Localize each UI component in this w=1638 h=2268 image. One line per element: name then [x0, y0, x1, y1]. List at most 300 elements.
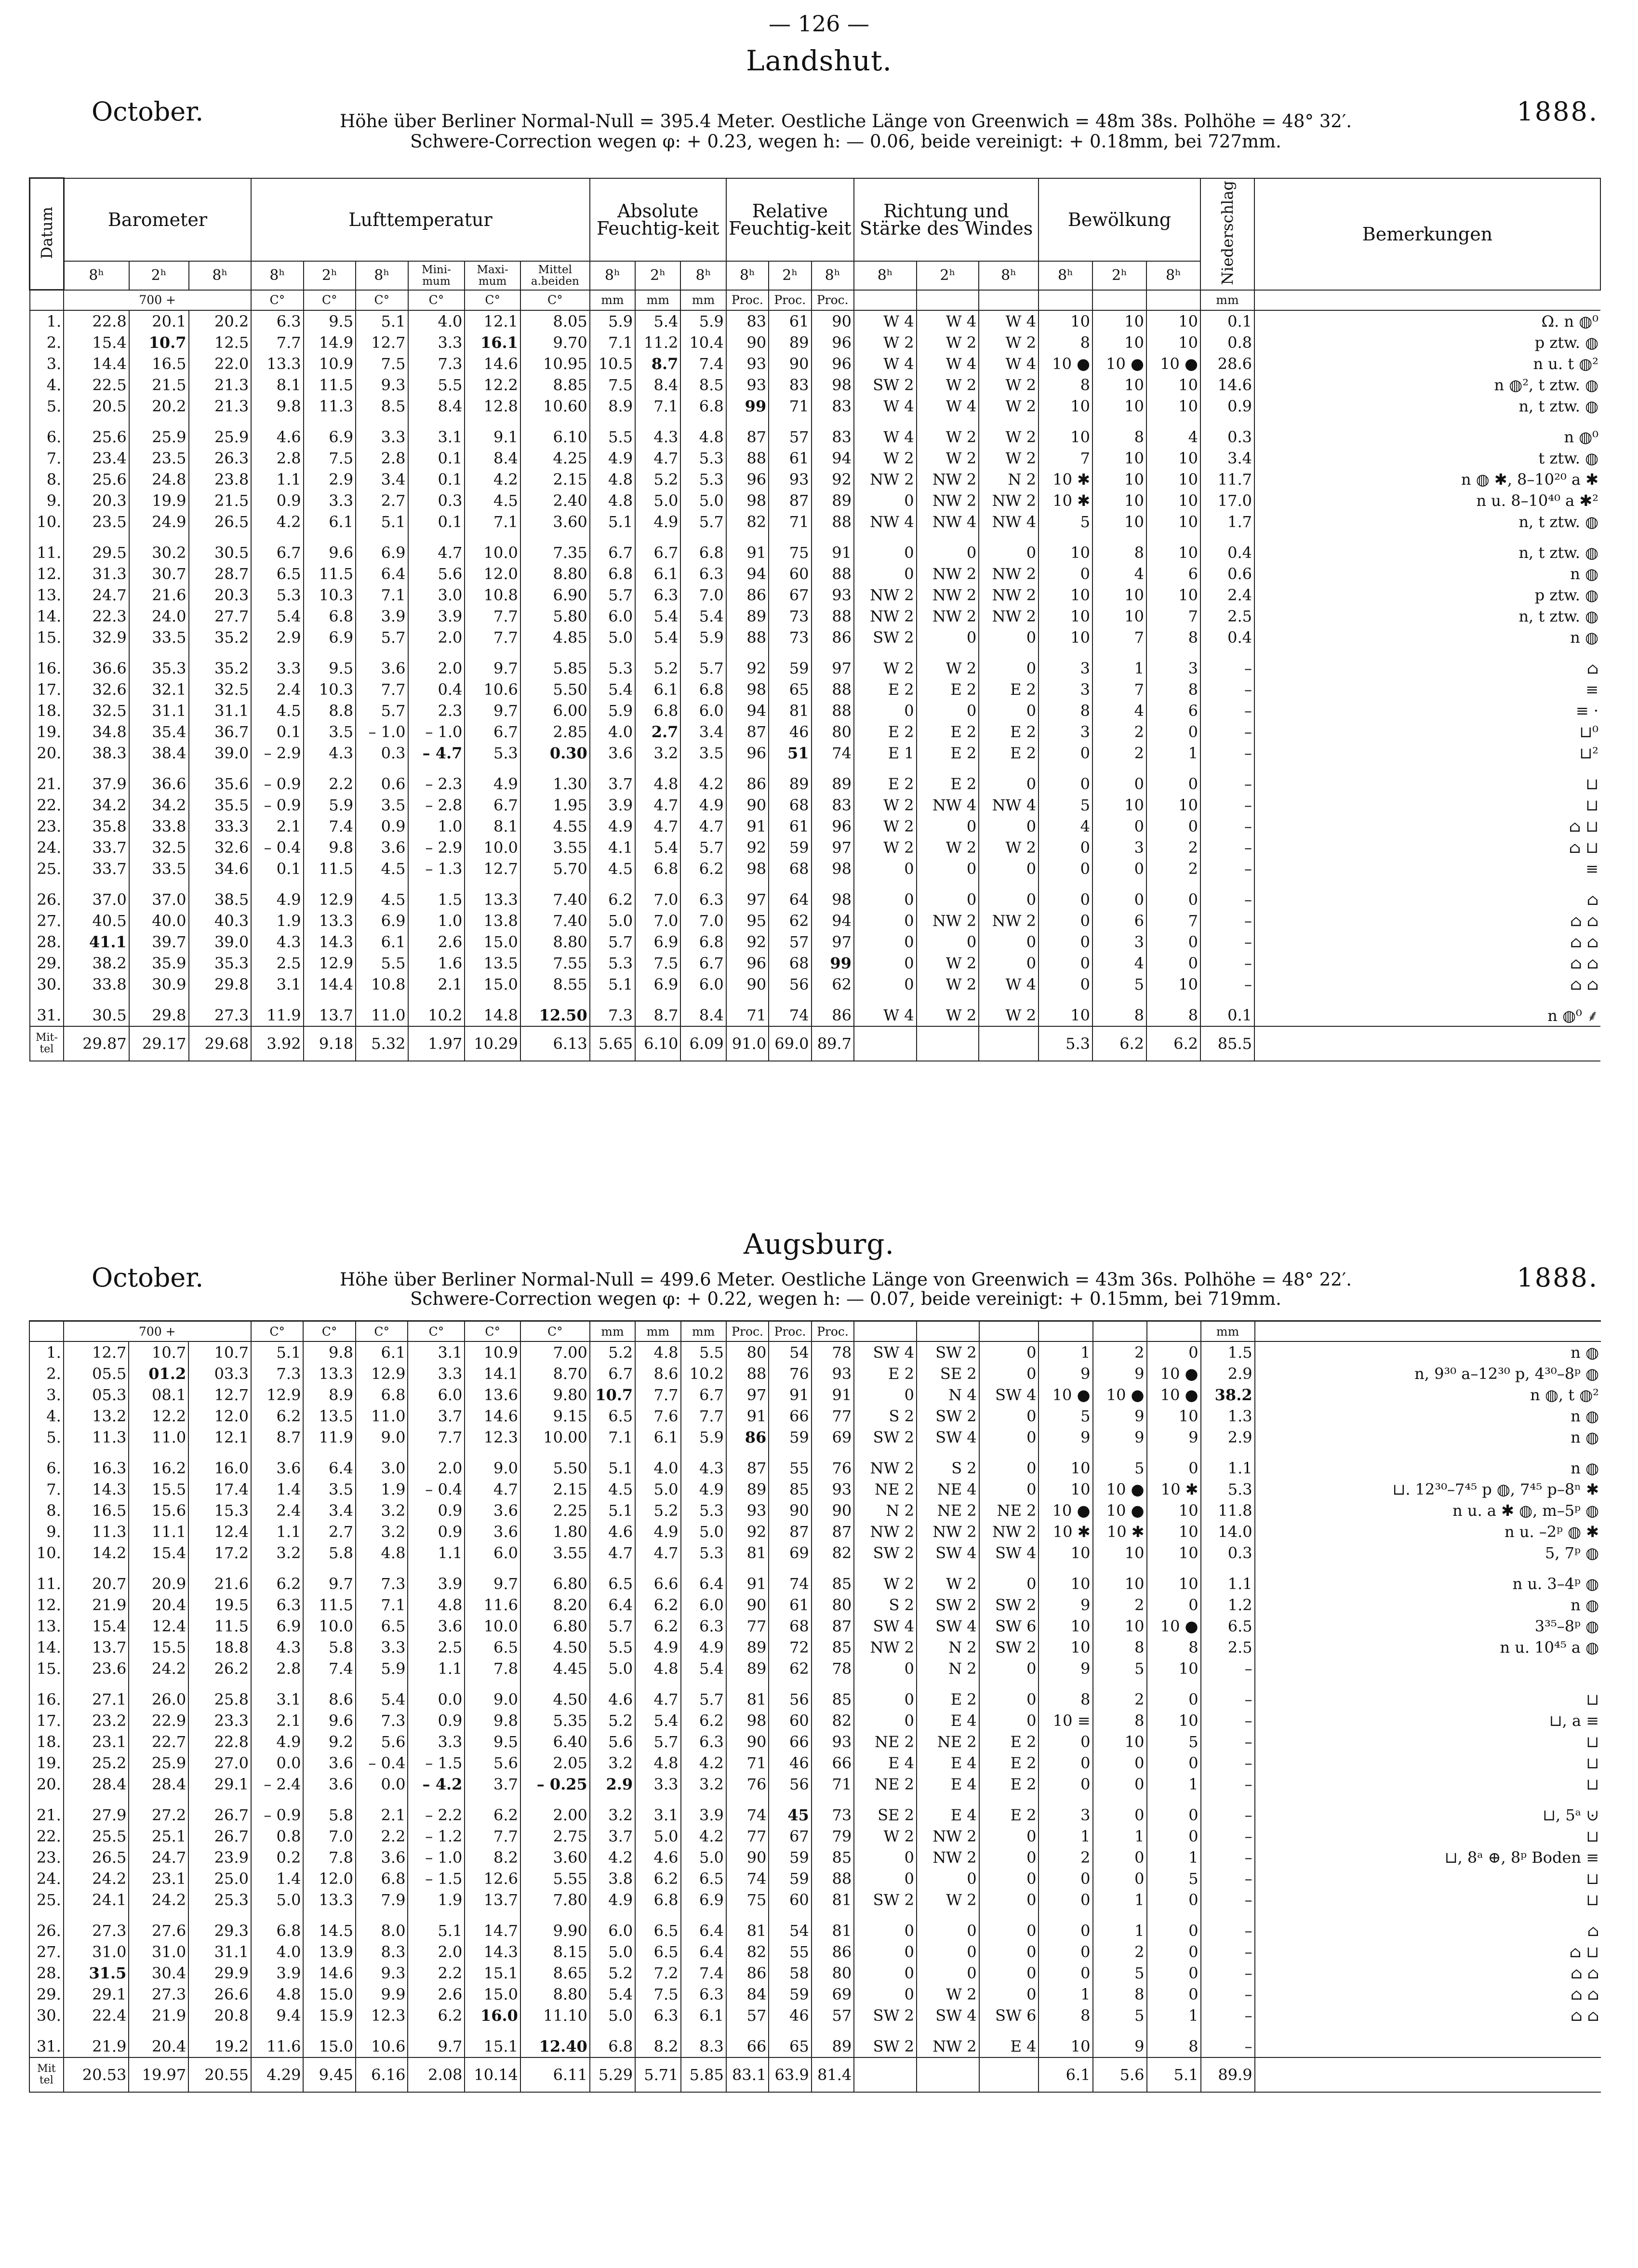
rel-8h-cell: 80 — [726, 1341, 769, 1363]
mean-temp-min-cell: 1.97 — [408, 1026, 465, 1061]
temp-8h-cell: 7.7 — [251, 332, 303, 353]
spacer-cell — [303, 1910, 356, 1920]
table-row — [30, 627, 1601, 648]
wind-8h-eve-cell: 0 — [979, 1427, 1039, 1448]
wind-2h-cell: SW 4 — [917, 1616, 979, 1637]
wind-2h-cell: SW 2 — [917, 1406, 979, 1427]
temp-min-cell: 2.3 — [408, 700, 465, 721]
mean-temp-8h-cell: 3.92 — [251, 1026, 303, 1061]
temp-8h-eve-cell: 9.3 — [356, 1963, 408, 1984]
rel-8h-eve-cell: 89 — [812, 2036, 854, 2057]
temp-2h-cell: 11.5 — [303, 1594, 356, 1616]
baro-8h-cell: 13.7 — [64, 1637, 129, 1658]
temp-mean-cell: 8.80 — [520, 563, 590, 584]
spacer-cell — [520, 1448, 590, 1458]
baro-2h-cell: 38.4 — [129, 743, 189, 764]
cloud-8h-eve-cell: 0 — [1147, 1341, 1201, 1363]
spacer-cell — [64, 648, 129, 658]
spacer-cell — [769, 1679, 811, 1689]
temp-8h-cell: 0.8 — [251, 1826, 304, 1847]
wind-8h-cell: W 2 — [854, 837, 917, 858]
abs-2h-cell: 8.7 — [635, 353, 680, 374]
cloud-8h-cell: 10 ✱ — [1039, 1521, 1092, 1542]
abs-2h-cell: 6.2 — [635, 1868, 680, 1889]
rel-8h-eve-cell: 92 — [812, 469, 854, 490]
temp-mean-cell: 12.40 — [520, 2036, 590, 2057]
rel-8h-eve-cell: 98 — [812, 858, 854, 879]
cloud-8h-cell: 7 — [1039, 448, 1092, 469]
temp-8h-cell: 1.1 — [251, 1521, 304, 1542]
wind-2h-cell: N 4 — [917, 1384, 979, 1406]
wind-8h-cell: N 2 — [854, 1500, 917, 1521]
spacer-cell — [1092, 995, 1146, 1005]
wind-8h-eve-cell: 0 — [979, 1363, 1039, 1384]
cloud-8h-cell: 0 — [1039, 563, 1092, 584]
temp-mean-cell: 7.40 — [520, 889, 590, 910]
spacer-cell — [465, 648, 520, 658]
temp-max-cell: 3.6 — [465, 1500, 520, 1521]
rel-8h-eve-cell: 94 — [812, 910, 854, 931]
baro-8h-cell: 23.1 — [64, 1731, 129, 1752]
rel-8h-eve-cell: 93 — [812, 1363, 854, 1384]
spacer-cell — [304, 417, 356, 426]
wind-8h-eve-cell: 0 — [979, 1658, 1039, 1679]
temp-8h-eve-cell: 5.7 — [356, 627, 408, 648]
baro-8h-cell: 23.4 — [64, 448, 129, 469]
spacer-cell — [681, 2026, 726, 2036]
abs-8h-cell: 5.0 — [590, 627, 635, 648]
temp-8h-eve-cell: 10.6 — [356, 2036, 408, 2057]
temp-max-cell: 13.3 — [465, 889, 520, 910]
wind-8h-eve-cell: E 2 — [979, 1752, 1039, 1774]
temp-8h-eve-cell: 4.5 — [356, 889, 408, 910]
wind-8h-eve-cell: E 2 — [979, 743, 1039, 764]
h2: 2ʰ — [635, 261, 680, 290]
abs-8h-eve-cell: 4.2 — [680, 773, 726, 795]
abs-2h-cell: 7.6 — [635, 1406, 680, 1427]
temp-mean-cell: 5.50 — [520, 679, 590, 700]
wind-8h-cell: 0 — [854, 1710, 917, 1731]
temp-max-cell: 10.0 — [465, 542, 520, 563]
baro-8h-eve-cell: 21.5 — [189, 490, 252, 511]
temp-8h-cell: 2.4 — [251, 1500, 304, 1521]
month-label: October. — [92, 96, 204, 127]
temp-8h-eve-cell: 6.8 — [356, 1868, 408, 1889]
spacer-cell — [356, 1448, 408, 1458]
rel-8h-eve-cell: 78 — [812, 1658, 854, 1679]
abs-2h-cell: 6.2 — [635, 1616, 680, 1637]
rel-8h-cell: 92 — [726, 931, 769, 953]
baro-8h-cell: 31.0 — [64, 1941, 129, 1963]
mean-baro-2h-cell: 29.17 — [129, 1026, 189, 1061]
abs-8h-cell: 5.9 — [590, 310, 635, 332]
cloud-8h-cell: 0 — [1039, 889, 1092, 910]
baro-unit: 700 + — [64, 1321, 251, 1342]
temp-max-cell: 13.5 — [465, 953, 520, 974]
spacer-cell — [726, 1679, 769, 1689]
wind-2h-cell: W 4 — [917, 310, 979, 332]
rel-2h-cell: 83 — [769, 374, 811, 396]
temp-min-cell: 1.5 — [408, 889, 465, 910]
cloud-2h-cell: 0 — [1093, 1752, 1147, 1774]
mean-row — [29, 2057, 1601, 2092]
spacer-cell — [303, 1564, 356, 1573]
wind-8h-cell: SE 2 — [854, 1804, 917, 1826]
table-row — [29, 1427, 1601, 1448]
baro-8h-eve-cell: 11.5 — [188, 1616, 251, 1637]
wind-8h-cell: S 2 — [854, 1406, 917, 1427]
mean-baro-8h-cell: 29.87 — [64, 1026, 129, 1061]
abs-8h-cell: 7.1 — [590, 1427, 635, 1448]
day-cell: 18. — [29, 1731, 64, 1752]
temp-8h-cell: 3.3 — [251, 658, 303, 679]
temp-8h-eve-cell: 6.9 — [356, 910, 408, 931]
rel-8h-cell: 88 — [726, 627, 769, 648]
spacer-cell — [635, 764, 680, 773]
cloud-8h-cell: 10 — [1039, 1479, 1092, 1500]
temp-max-cell: 12.2 — [465, 374, 520, 396]
rel-2h-cell: 71 — [769, 511, 811, 532]
abs-2h-cell: 3.2 — [635, 743, 680, 764]
abs-8h-eve-cell: 5.3 — [680, 448, 726, 469]
temp-mean-cell: 11.10 — [520, 2005, 590, 2026]
temp-8h-cell: 3.9 — [251, 1963, 304, 1984]
spacer-cell — [979, 1448, 1039, 1458]
spacer-cell — [251, 1679, 304, 1689]
unit-cell — [1092, 290, 1146, 311]
baro-8h-eve-cell: 26.6 — [188, 1984, 251, 2005]
wind-2h-cell: NE 2 — [917, 1500, 979, 1521]
baro-8h-cell: 30.5 — [64, 1005, 129, 1026]
cloud-8h-cell: 1 — [1039, 1984, 1092, 2005]
temp-8h-eve-cell: 5.1 — [356, 310, 408, 332]
wind-2h-cell: W 2 — [917, 953, 979, 974]
abs-8h-cell: 3.2 — [590, 1752, 635, 1774]
abs-2h-cell: 6.5 — [635, 1941, 680, 1963]
rel-8h-cell: 90 — [726, 974, 769, 995]
precip-cell: 0.1 — [1200, 1005, 1254, 1026]
station-title-augsburg: Augsburg. — [744, 1228, 894, 1260]
cloud-8h-eve-cell: 0 — [1147, 1826, 1201, 1847]
spacer-cell — [465, 1910, 520, 1920]
abs-8h-eve-cell: 10.2 — [681, 1363, 726, 1384]
rel-2h-cell: 72 — [769, 1637, 811, 1658]
h8: 8ʰ — [590, 261, 635, 290]
abs-2h-cell: 6.1 — [635, 563, 680, 584]
cloud-8h-cell: 10 — [1039, 2036, 1092, 2057]
remarks-cell: ⊔² — [1254, 743, 1600, 764]
baro-2h-cell: 11.1 — [129, 1521, 188, 1542]
rel-8h-cell: 92 — [726, 837, 769, 858]
abs-8h-cell: 7.3 — [590, 1005, 635, 1026]
temp-8h-cell: 2.1 — [251, 816, 303, 837]
spacer-cell — [29, 1795, 64, 1804]
spacer-cell — [129, 764, 189, 773]
rel-8h-cell: 93 — [726, 1500, 769, 1521]
abs-8h-cell: 4.8 — [590, 490, 635, 511]
rel-8h-cell: 81 — [726, 1542, 769, 1564]
precip-cell: 0.1 — [1200, 310, 1254, 332]
cloud-8h-cell: 3 — [1039, 658, 1092, 679]
rel-8h-cell: 88 — [726, 1363, 769, 1384]
abs-8h-cell: 5.2 — [590, 1710, 635, 1731]
wind-8h-cell: E 2 — [854, 679, 917, 700]
temp-max-cell: 12.7 — [465, 858, 520, 879]
cloud-8h-eve-cell: 0 — [1147, 1752, 1201, 1774]
baro-8h-cell: 14.3 — [64, 1479, 129, 1500]
h8: 8ʰ — [1146, 261, 1200, 290]
cloud-8h-cell: 10 — [1039, 1573, 1092, 1594]
wind-8h-eve-cell: 0 — [979, 1963, 1039, 1984]
precip-cell: – — [1201, 1826, 1255, 1847]
table-row — [30, 889, 1601, 910]
page-number: — 126 — — [768, 11, 870, 37]
abs-2h-cell: 4.9 — [635, 1637, 680, 1658]
temp-min-cell: 2.0 — [408, 658, 465, 679]
wind-8h-cell: SW 2 — [854, 627, 917, 648]
rel-8h-cell: 93 — [726, 374, 769, 396]
spacer-cell — [129, 1679, 188, 1689]
rel-8h-cell: 71 — [726, 1752, 769, 1774]
wind-8h-eve-cell: NE 2 — [979, 1500, 1039, 1521]
abs-2h-cell: 7.2 — [635, 1963, 680, 1984]
rel-2h-cell: 59 — [769, 1427, 811, 1448]
abs-2h-cell: 6.1 — [635, 679, 680, 700]
abs-8h-cell: 4.7 — [590, 1542, 635, 1564]
spacer-cell — [1093, 1564, 1147, 1573]
table-row — [29, 1384, 1601, 1406]
baro-8h-cell: 16.3 — [64, 1458, 129, 1479]
wind-2h-cell: SE 2 — [917, 1363, 979, 1384]
cloud-2h-cell: 10 ● — [1093, 1384, 1147, 1406]
abs-8h-eve-cell: 3.9 — [681, 1804, 726, 1826]
day-cell: 10. — [29, 1542, 64, 1564]
spacer-cell — [1200, 995, 1254, 1005]
temp-8h-cell: 6.2 — [251, 1406, 304, 1427]
spacer-cell — [769, 2026, 811, 2036]
abs-2h-cell: 2.7 — [635, 721, 680, 743]
remarks-cell: ⌂ — [1254, 889, 1600, 910]
remarks-cell: ⊔ — [1255, 1774, 1601, 1795]
spacer-cell — [726, 879, 769, 889]
remarks-cell: ⊔, a ≡ — [1255, 1710, 1601, 1731]
wind-2h-cell: E 2 — [917, 1689, 979, 1710]
wind-2h-cell: NW 4 — [917, 511, 979, 532]
temp-min-cell: 2.0 — [408, 1941, 465, 1963]
cloud-8h-eve-cell: 6 — [1146, 563, 1200, 584]
abs-8h-cell: 10.5 — [590, 353, 635, 374]
day-cell: 26. — [30, 889, 64, 910]
spacer-cell — [1255, 1448, 1601, 1458]
wind-8h-cell: SW 4 — [854, 1341, 917, 1363]
spacer-cell — [812, 532, 854, 542]
temp-8h-eve-cell: 7.1 — [356, 584, 408, 606]
rel-8h-eve-cell: 96 — [812, 332, 854, 353]
baro-8h-eve-cell: 32.5 — [189, 679, 252, 700]
abs-8h-eve-cell: 6.8 — [680, 542, 726, 563]
temp-2h-cell: 9.2 — [303, 1731, 356, 1752]
spacer-cell — [590, 1679, 635, 1689]
cloud-8h-cell: 2 — [1039, 1847, 1092, 1868]
table-row — [30, 542, 1601, 563]
abs-8h-cell: 5.6 — [590, 1731, 635, 1752]
abs-8h-cell: 6.2 — [590, 889, 635, 910]
temp-mean-cell: – 0.25 — [520, 1774, 590, 1795]
temp-max-cell: 12.3 — [465, 1427, 520, 1448]
spacer-cell — [1254, 417, 1600, 426]
baro-8h-eve-cell: 19.5 — [188, 1594, 251, 1616]
precip-cell: 1.7 — [1200, 511, 1254, 532]
wind-8h-eve-cell: NW 2 — [979, 1521, 1039, 1542]
baro-2h-cell: 16.2 — [129, 1458, 188, 1479]
spacer-cell — [635, 879, 680, 889]
temp-min-cell: 9.7 — [408, 2036, 465, 2057]
abs-8h-cell: 5.2 — [590, 1963, 635, 1984]
temp-8h-eve-cell: 0.6 — [356, 773, 408, 795]
precip-cell: 1.1 — [1201, 1573, 1255, 1594]
abs-8h-eve-cell: 4.3 — [681, 1458, 726, 1479]
precip-cell: – — [1200, 743, 1254, 764]
abs-8h-cell: 6.0 — [590, 606, 635, 627]
temp-2h-cell: 12.0 — [303, 1868, 356, 1889]
temp-8h-eve-cell: 10.8 — [356, 974, 408, 995]
rel-8h-cell: 96 — [726, 743, 769, 764]
abs-8h-eve-cell: 3.2 — [681, 1774, 726, 1795]
spacer-cell — [64, 2026, 129, 2036]
abs-2h-cell: 4.7 — [635, 816, 680, 837]
cloud-8h-eve-cell: 7 — [1146, 910, 1200, 931]
baro-8h-eve-cell: 27.7 — [189, 606, 252, 627]
rel-2h-cell: 68 — [769, 1616, 811, 1637]
spacer-cell — [979, 532, 1039, 542]
table-row — [29, 1689, 1601, 1710]
baro-2h-cell: 11.0 — [129, 1427, 188, 1448]
rel-8h-cell: 89 — [726, 1479, 769, 1500]
rel-8h-eve-cell: 71 — [812, 1774, 854, 1795]
temp-2h-cell: 9.6 — [304, 542, 356, 563]
temp-min-cell: – 4.2 — [408, 1774, 465, 1795]
baro-8h-eve-cell: 12.1 — [188, 1427, 251, 1448]
mean-cloud-8h-cell: 5.3 — [1039, 1026, 1092, 1061]
temp-8h-cell: 0.2 — [251, 1847, 304, 1868]
wind-8h-eve-cell: NW 2 — [979, 584, 1039, 606]
remarks-cell: n, t ztw. ◍ — [1254, 396, 1600, 417]
abs-8h-eve-cell: 6.7 — [681, 1384, 726, 1406]
precip-cell: – — [1201, 2005, 1255, 2026]
wind-8h-eve-cell: 0 — [979, 1573, 1039, 1594]
spacer-cell — [408, 1679, 465, 1689]
day-cell: 4. — [29, 1406, 64, 1427]
h8: 8ʰ — [1039, 261, 1092, 290]
wind-8h-eve-cell: NW 4 — [979, 511, 1039, 532]
abs-2h-cell: 4.8 — [635, 773, 680, 795]
spacer-cell — [1255, 1795, 1601, 1804]
abs-8h-cell: 6.0 — [590, 1920, 635, 1941]
temp-mean-cell: 2.15 — [520, 1479, 590, 1500]
spacer-cell — [1254, 532, 1600, 542]
temp-mean-cell: 5.35 — [520, 1710, 590, 1731]
abs-2h-cell: 6.7 — [635, 542, 680, 563]
wind-2h-cell: S 2 — [917, 1458, 979, 1479]
table-row — [29, 1341, 1601, 1363]
remarks-cell: ⌂ ⌂ — [1254, 974, 1600, 995]
abs-2h-cell: 4.7 — [635, 448, 680, 469]
cloud-2h-cell: 0 — [1093, 1847, 1147, 1868]
wind-8h-cell: 0 — [854, 1868, 917, 1889]
cloud-2h-cell: 5 — [1093, 1458, 1147, 1479]
remarks-cell: ⌂ ⌂ — [1254, 953, 1600, 974]
spacer-cell — [590, 417, 635, 426]
rel-8h-cell: 90 — [726, 1847, 769, 1868]
rel-8h-eve-cell: 88 — [812, 1868, 854, 1889]
temp-2h-cell: 13.9 — [303, 1941, 356, 1963]
temp-8h-eve-cell: 9.9 — [356, 1984, 408, 2005]
mean-baro-8h-eve-cell: 29.68 — [189, 1026, 252, 1061]
unit-cell — [1255, 1321, 1601, 1342]
baro-8h-cell: 15.4 — [64, 1616, 129, 1637]
wind-2h-cell: SW 4 — [917, 1427, 979, 1448]
abs-8h-eve-cell: 6.4 — [681, 1573, 726, 1594]
cloud-2h-cell: 0 — [1093, 1868, 1147, 1889]
precip-cell: – — [1200, 858, 1254, 879]
temp-min-cell: 0.1 — [408, 469, 465, 490]
spacer-cell — [251, 532, 303, 542]
wind-8h-cell: W 2 — [854, 816, 917, 837]
temp-max-cell: 8.4 — [465, 448, 520, 469]
baro-8h-cell: 22.8 — [64, 310, 129, 332]
temp-mean-cell: 2.00 — [520, 1804, 590, 1826]
abs-8h-cell: 10.7 — [590, 1384, 635, 1406]
temp-8h-cell: 6.3 — [251, 1594, 304, 1616]
cloud-2h-cell: 5 — [1093, 1963, 1147, 1984]
cloud-2h-cell: 3 — [1092, 931, 1146, 953]
wind-8h-cell: W 4 — [854, 310, 917, 332]
baro-2h-cell: 15.5 — [129, 1637, 188, 1658]
day-cell: 3. — [29, 1384, 64, 1406]
abs-8h-eve-cell: 6.0 — [680, 700, 726, 721]
baro-8h-cell: 22.4 — [64, 2005, 129, 2026]
rel-8h-cell: 76 — [726, 1774, 769, 1795]
remarks-cell: ⌂ ⌂ — [1254, 931, 1600, 953]
temp-8h-cell: 4.3 — [251, 1637, 304, 1658]
rel-8h-eve-cell: 89 — [812, 490, 854, 511]
day-cell: 14. — [30, 606, 64, 627]
cloud-2h-cell: 9 — [1093, 1406, 1147, 1427]
baro-2h-cell: 21.5 — [129, 374, 189, 396]
precip-cell: – — [1201, 1984, 1255, 2005]
table-row — [30, 679, 1601, 700]
wind-8h-cell: SW 2 — [854, 1542, 917, 1564]
temp-min-cell: – 1.5 — [408, 1868, 465, 1889]
spacer-cell — [356, 648, 408, 658]
abs-8h-cell: 5.0 — [590, 910, 635, 931]
cloud-8h-cell: 0 — [1039, 974, 1092, 995]
temp-2h-cell: 2.9 — [304, 469, 356, 490]
table-row — [30, 816, 1601, 837]
remarks-cell: ⌂ — [1255, 1920, 1601, 1941]
rel-2h-cell: 91 — [769, 1384, 811, 1406]
wind-2h-cell: NW 2 — [917, 1826, 979, 1847]
station-header-line1: Höhe über Berliner Normal-Null = 499.6 Meter. Oestliche Länge von Greenwich = 43m 36s. Polhöhe = 48° 22′. — [339, 1269, 1352, 1290]
temp-max-cell: 10.8 — [465, 584, 520, 606]
abs-8h-eve-cell: 7.0 — [680, 584, 726, 606]
baro-2h-cell: 27.6 — [129, 1920, 188, 1941]
spacer-cell — [812, 879, 854, 889]
baro-8h-eve-cell: 23.9 — [188, 1847, 251, 1868]
wind-2h-cell: NW 2 — [917, 490, 979, 511]
precip-cell: – — [1201, 1941, 1255, 1963]
temp-mean-cell: 4.85 — [520, 627, 590, 648]
